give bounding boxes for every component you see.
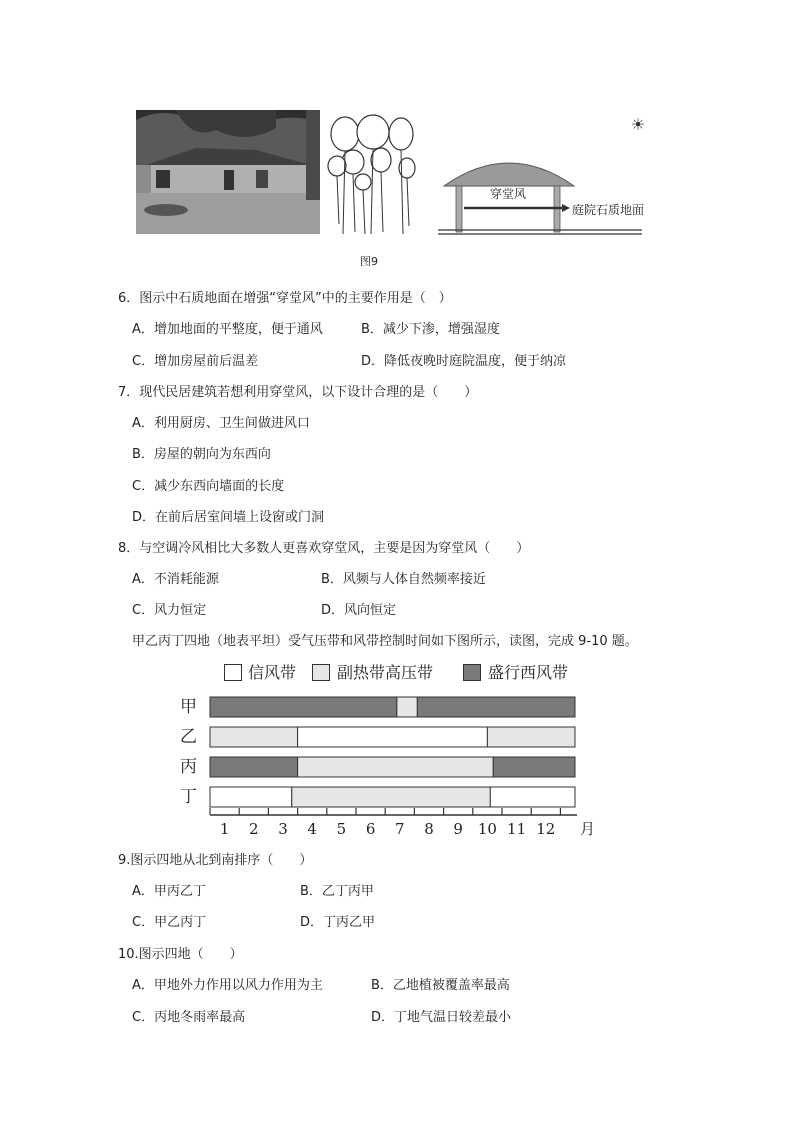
legend-label-westerlies: 盛行西风带	[488, 663, 569, 682]
sun-icon: ☀	[630, 115, 646, 134]
x-tick-label: 1	[219, 820, 230, 838]
segment-丁-1	[292, 787, 491, 807]
wind-label: 穿堂风	[490, 187, 527, 201]
x-axis-unit: 月	[580, 820, 596, 838]
segment-甲-1	[397, 697, 417, 717]
option-b: B．房屋的朝向为东西向	[132, 447, 271, 462]
row-label-yi: 乙	[180, 727, 197, 747]
option-c: C．减少东西向墙面的长度	[132, 479, 285, 494]
x-tick-label: 2	[249, 820, 259, 838]
question-stem: 6．图示中石质地面在增强“穿堂风”中的主要作用是（ ）	[118, 291, 452, 306]
courtyard-photo	[136, 110, 320, 234]
option-a: A．不消耗能源	[132, 572, 219, 587]
question-stem: 7．现代民居建筑若想利用穿堂风，以下设计合理的是（ ）	[118, 385, 478, 400]
option-b: B．减少下渗，增强湿度	[361, 322, 500, 337]
option-c: C．风力恒定	[132, 603, 207, 618]
segment-丁-2	[490, 787, 575, 807]
option-d: D．降低夜晚时庭院温度，便于纳凉	[361, 354, 567, 369]
house-diagram	[434, 146, 646, 238]
x-tick-label: 8	[424, 820, 434, 838]
figure-caption: 图9	[360, 255, 378, 268]
ground-label: 庭院石质地面	[572, 203, 645, 217]
segment-甲-2	[417, 697, 575, 717]
x-tick-label: 3	[278, 820, 288, 838]
x-tick-label: 10	[477, 820, 497, 838]
question-stem: 9.图示四地从北到南排序（ ）	[118, 853, 313, 868]
option-c: C．增加房屋前后温差	[132, 354, 259, 369]
option-a: A．增加地面的平整度，便于通风	[132, 322, 323, 337]
x-tick-label: 5	[336, 820, 347, 838]
option-d: D．丁丙乙甲	[300, 915, 376, 930]
segment-丙-2	[493, 757, 575, 777]
question-stem: 10.图示四地（ ）	[118, 947, 243, 962]
row-label-bing: 丙	[180, 757, 197, 777]
x-tick-label: 11	[507, 820, 527, 838]
x-tick-label: 12	[536, 820, 556, 838]
row-label-jia: 甲	[180, 697, 197, 717]
x-tick-label: 4	[307, 820, 317, 838]
option-a: A．甲地外力作用以风力作用为主	[132, 978, 323, 993]
option-d: D．风向恒定	[321, 603, 397, 618]
x-tick-label: 9	[453, 820, 463, 838]
segment-乙-1	[298, 727, 488, 747]
x-tick-label: 6	[365, 820, 376, 838]
x-tick-label: 7	[395, 820, 405, 838]
segment-丙-1	[298, 757, 494, 777]
question-stem: 8．与空调冷风相比大多数人更喜欢穿堂风，主要是因为穿堂风（ ）	[118, 541, 530, 556]
option-b: B．风频与人体自然频率接近	[321, 572, 486, 587]
segment-乙-0	[210, 727, 298, 747]
legend-label-trade-wind: 信风带	[248, 663, 297, 682]
option-c: C．甲乙丙丁	[132, 915, 207, 930]
option-a: A．甲丙乙丁	[132, 884, 206, 899]
legend-swatch-trade-wind	[224, 664, 242, 681]
option-b: B．乙地植被覆盖率最高	[371, 978, 510, 993]
option-c: C．丙地冬雨率最高	[132, 1010, 246, 1025]
legend-swatch-westerlies	[463, 664, 481, 681]
option-b: B．乙丁丙甲	[300, 884, 374, 899]
option-d: D．丁地气温日较差最小	[371, 1010, 512, 1025]
row-label-ding: 丁	[180, 787, 197, 807]
legend-swatch-subtropical-high	[312, 664, 330, 681]
option-a: A．利用厨房、卫生间做进风口	[132, 416, 310, 431]
intro-text: 甲乙丙丁四地（地表平坦）受气压带和风带控制时间如下图所示，读图，完成 9-10 题。	[132, 634, 638, 649]
option-d: D．在前后居室间墙上设窗或门洞	[132, 510, 325, 525]
segment-丁-0	[210, 787, 292, 807]
segment-甲-0	[210, 697, 397, 717]
segment-乙-2	[487, 727, 575, 747]
chart-plot	[200, 690, 590, 820]
trees-illustration	[323, 114, 418, 240]
segment-丙-0	[210, 757, 298, 777]
legend-label-subtropical-high: 副热带高压带	[337, 663, 434, 682]
